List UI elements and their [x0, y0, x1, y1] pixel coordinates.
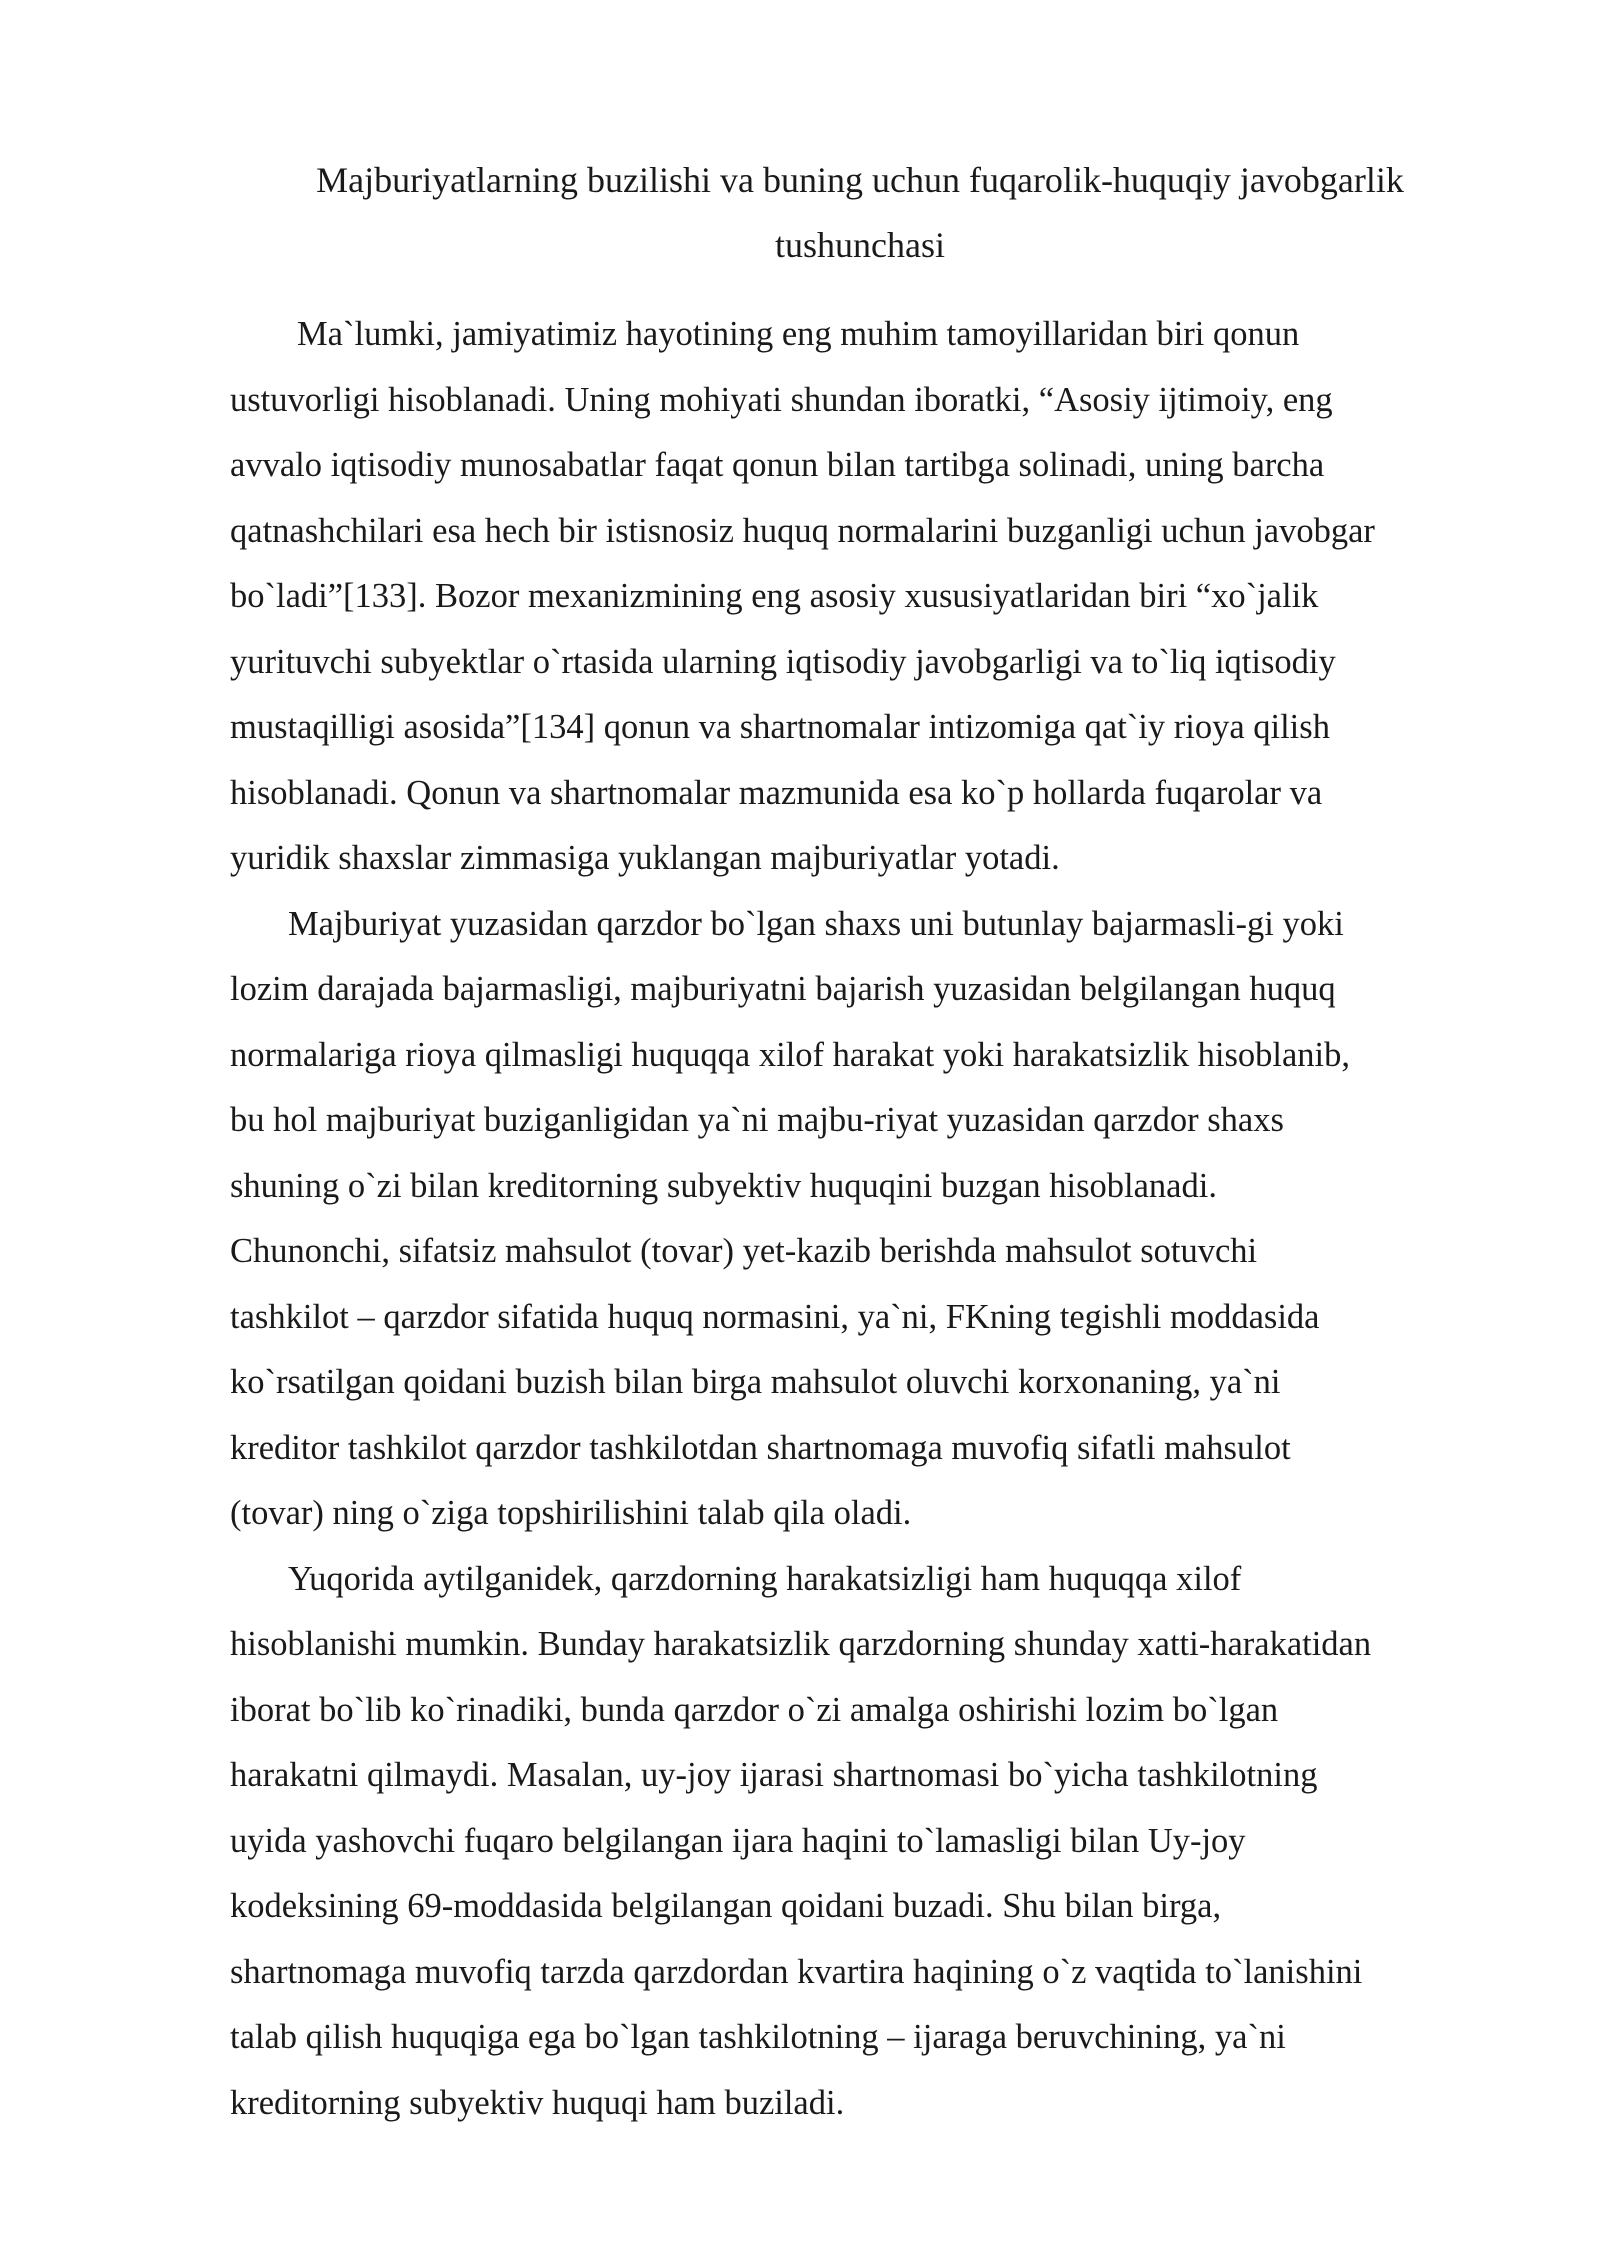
- text-line: shuning o`zi bilan kreditorning subyektiv huquqini buzgan hisoblanadi.: [230, 1166, 1217, 1205]
- text-line: ustuvorligi hisoblanadi. Uning mohiyati shundan iboratki, “Asosiy ijtimoiy, eng: [230, 380, 1333, 419]
- text-line: kreditor tashkilot qarzdor tashkilotdan shartnomaga muvofiq sifatli mahsulot: [230, 1428, 1291, 1467]
- paragraph-1: [230, 302, 1505, 892]
- text-line: ko`rsatilgan qoidani buzish bilan birga mahsulot oluvchi korxonaning, ya`ni: [230, 1363, 1281, 1401]
- title-line-1: Majburiyatlarning buzilishi va buning uchun fuqarolik-huquqiy javobgarlik: [316, 160, 1404, 200]
- text-line: tashkilot – qarzdor sifatida huquq normasini, ya`ni, FKning tegishli moddasida: [230, 1297, 1320, 1336]
- text-line: normalariga rioya qilmasligi huquqqa xilof harakat yoki harakatsizlik hisoblanib,: [230, 1035, 1351, 1074]
- text-line: bo`ladi”[133]. Bozor mexanizmining eng asosiy xususiyatlaridan biri “xo`jalik: [230, 577, 1319, 615]
- text-line: kreditorning subyektiv huquqi ham buziladi.: [230, 2083, 845, 2122]
- text-line: avvalo iqtisodiy munosabatlar faqat qonun bilan tartibga solinadi, uning barcha: [230, 446, 1325, 484]
- text-line: Ma`lumki, jamiyatimiz hayotining eng muhim tamoyillaridan biri qonun: [297, 315, 1300, 353]
- document-body: [230, 302, 1505, 2136]
- text-line: talab qilish huquqiga ega bo`lgan tashkilotning – ijaraga beruvchining, ya`ni: [230, 2018, 1286, 2056]
- text-line: uyida yashovchi fuqaro belgilangan ijara haqini to`lamasligi bilan Uy-joy: [230, 1821, 1246, 1860]
- text-line: (tovar) ning o`ziga topshirilishini talab qila oladi.: [230, 1494, 912, 1532]
- text-line: Majburiyat yuzasidan qarzdor bo`lgan shaxs uni butunlay bajarmasli-gi yoki: [288, 904, 1344, 943]
- text-line: qatnashchilari esa hech bir istisnosiz huquq normalarini buzganligi uchun javobgar: [230, 511, 1375, 550]
- text-line: mustaqilligi asosida”[134] qonun va shartnomalar intizomiga qat`iy rioya qilish: [230, 708, 1330, 746]
- text-line: harakatni qilmaydi. Masalan, uy-joy ijarasi shartnomasi bo`yicha tashkilotning: [230, 1756, 1318, 1794]
- paragraph-3: [230, 1547, 1505, 2137]
- text-line: hisoblanishi mumkin. Bunday harakatsizlik qarzdorning shunday xatti-harakatidan: [230, 1625, 1372, 1663]
- text-line: yurituvchi subyektlar o`rtasida ularning iqtisodiy javobgarligi va to`liq iqtisodiy: [230, 642, 1336, 681]
- text-line: Yuqorida aytilganidek, qarzdorning harakatsizligi ham huquqqa xilof: [288, 1559, 1242, 1598]
- title-line-2: tushunchasi: [775, 225, 945, 265]
- text-line: lozim darajada bajarmasligi, majburiyatni bajarish yuzasidan belgilangan huquq: [230, 970, 1336, 1008]
- paragraph-2: [230, 892, 1505, 1547]
- text-line: bu hol majburiyat buziganligidan ya`ni majbu-riyat yuzasidan qarzdor shaxs: [230, 1101, 1284, 1139]
- text-line: hisoblanadi. Qonun va shartnomalar mazmunida esa ko`p hollarda fuqarolar va: [230, 773, 1323, 812]
- text-line: shartnomaga muvofiq tarzda qarzdordan kvartira haqining o`z vaqtida to`lanishini: [230, 1952, 1363, 1991]
- text-line: yuridik shaxslar zimmasiga yuklangan majburiyatlar yotadi.: [230, 839, 1060, 877]
- text-line: kodeksining 69-moddasida belgilangan qoidani buzadi. Shu bilan birga,: [230, 1887, 1222, 1925]
- text-line: iborat bo`lib ko`rinadiki, bunda qarzdor o`zi amalga oshirishi lozim bo`lgan: [230, 1690, 1279, 1729]
- text-line: Chunonchi, sifatsiz mahsulot (tovar) yet-kazib berishda mahsulot sotuvchi: [230, 1232, 1258, 1270]
- document-title: [230, 148, 1490, 278]
